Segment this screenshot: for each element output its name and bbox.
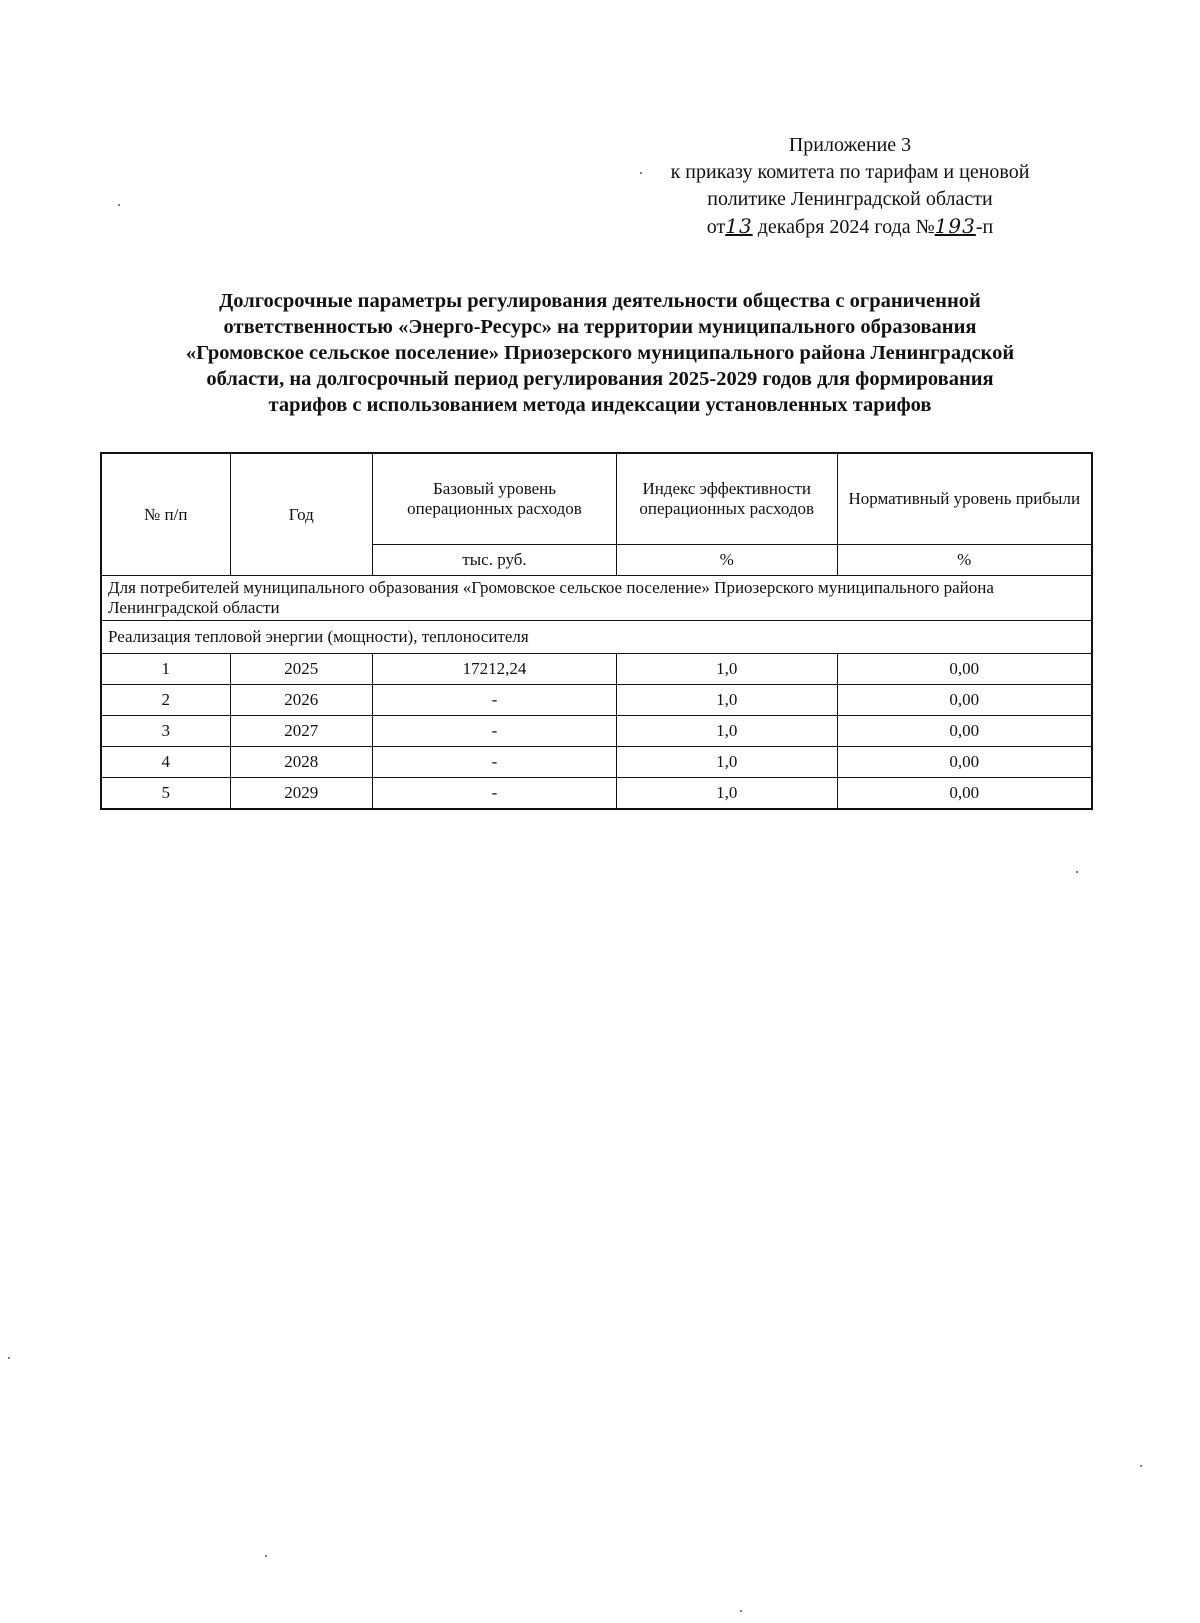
parameters-table bbox=[100, 452, 1093, 810]
appendix-date-line bbox=[620, 213, 1080, 241]
table-row bbox=[101, 685, 1092, 716]
cell-base: - bbox=[373, 716, 617, 747]
date-middle: декабря 2024 года № bbox=[752, 216, 935, 238]
document-title bbox=[100, 288, 1100, 418]
cell-year: 2026 bbox=[230, 685, 373, 716]
unit-profit: % bbox=[837, 545, 1092, 576]
handwritten-day: 13 bbox=[725, 214, 753, 238]
title-line-4: области, на долгосрочный период регулирования 2025-2029 годов для формирования bbox=[206, 368, 994, 390]
order-suffix: -п bbox=[975, 216, 994, 238]
section-activity: Реализация тепловой энергии (мощности), теплоносителя bbox=[101, 621, 1092, 654]
handwritten-order-number: 193 bbox=[934, 214, 976, 238]
scan-speck bbox=[8, 1357, 10, 1359]
cell-profit: 0,00 bbox=[837, 747, 1092, 778]
unit-base: тыс. руб. bbox=[373, 545, 617, 576]
scan-speck bbox=[640, 172, 642, 174]
title-line-2: ответственностью «Энерго-Ресурс» на территории муниципального образования bbox=[223, 316, 977, 338]
table-row bbox=[101, 716, 1092, 747]
section-row-activity bbox=[101, 621, 1092, 654]
table-row bbox=[101, 778, 1092, 810]
cell-profit: 0,00 bbox=[837, 716, 1092, 747]
cell-num: 4 bbox=[101, 747, 230, 778]
cell-base: - bbox=[373, 778, 617, 810]
scan-speck bbox=[265, 1555, 267, 1557]
cell-num: 2 bbox=[101, 685, 230, 716]
cell-year: 2029 bbox=[230, 778, 373, 810]
cell-index: 1,0 bbox=[616, 716, 837, 747]
cell-year: 2027 bbox=[230, 716, 373, 747]
header-row bbox=[101, 453, 1092, 545]
unit-index: % bbox=[616, 545, 837, 576]
scan-speck bbox=[1076, 871, 1078, 873]
appendix-number: Приложение 3 bbox=[788, 134, 912, 156]
date-prefix: от bbox=[706, 216, 726, 238]
title-line-3: «Громовское сельское поселение» Приозерского муниципального района Ленинградской bbox=[185, 342, 1015, 364]
cell-num: 3 bbox=[101, 716, 230, 747]
cell-index: 1,0 bbox=[616, 654, 837, 685]
cell-profit: 0,00 bbox=[837, 778, 1092, 810]
scan-speck bbox=[118, 204, 120, 206]
section-consumers: Для потребителей муниципального образования «Громовское сельское поселение» Приозерского муниципального района Ленинградской области bbox=[101, 576, 1092, 621]
table-row bbox=[101, 747, 1092, 778]
appendix-order-ref: к приказу комитета по тарифам и ценовой bbox=[670, 161, 1030, 183]
section-row-consumers bbox=[101, 576, 1092, 621]
appendix-committee: политике Ленинградской области bbox=[707, 188, 993, 210]
cell-index: 1,0 bbox=[616, 747, 837, 778]
title-line-1: Долгосрочные параметры регулирования деятельности общества с ограниченной bbox=[219, 290, 981, 312]
cell-index: 1,0 bbox=[616, 778, 837, 810]
header-year: Год bbox=[230, 453, 373, 576]
cell-base: - bbox=[373, 685, 617, 716]
cell-year: 2025 bbox=[230, 654, 373, 685]
title-line-5: тарифов с использованием метода индексации установленных тарифов bbox=[268, 394, 932, 416]
cell-year: 2028 bbox=[230, 747, 373, 778]
scan-speck bbox=[1140, 1465, 1142, 1467]
scan-speck bbox=[740, 1610, 742, 1612]
cell-num: 1 bbox=[101, 654, 230, 685]
cell-index: 1,0 bbox=[616, 685, 837, 716]
cell-base: 17212,24 bbox=[373, 654, 617, 685]
header-base-opex: Базовый уровень операционных расходов bbox=[373, 453, 617, 545]
cell-num: 5 bbox=[101, 778, 230, 810]
table-row bbox=[101, 654, 1092, 685]
appendix-block bbox=[620, 132, 1080, 241]
cell-profit: 0,00 bbox=[837, 685, 1092, 716]
header-num: № п/п bbox=[101, 453, 230, 576]
header-profit-level: Нормативный уровень прибыли bbox=[837, 453, 1092, 545]
header-efficiency-index: Индекс эффективности операционных расходов bbox=[616, 453, 837, 545]
cell-profit: 0,00 bbox=[837, 654, 1092, 685]
cell-base: - bbox=[373, 747, 617, 778]
